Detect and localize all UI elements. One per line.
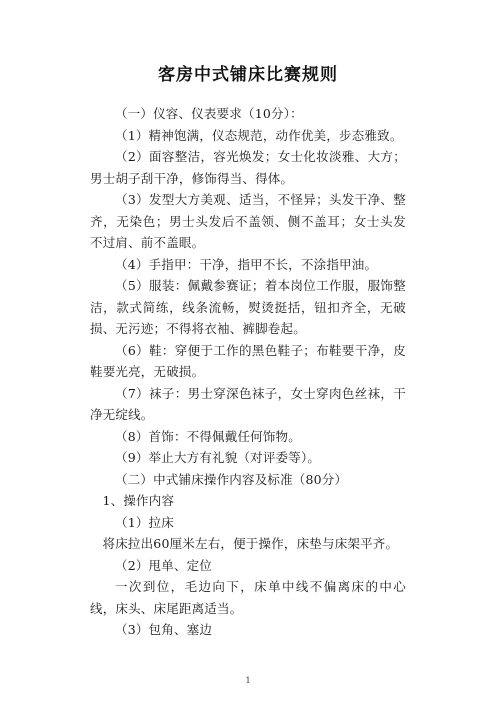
page-number: 1 [245, 676, 251, 685]
paragraph: （9）举止大方有礼貌（对评委等）。 [115, 450, 321, 465]
document-body [90, 103, 406, 641]
paragraph: （1）拉床 [115, 514, 174, 530]
paragraph: （二）中式铺床操作内容及标准（80分） [115, 471, 348, 487]
paragraph: （1）精神饱满，仪态规范，动作优美，步态雅致。 [115, 127, 403, 143]
paragraph: 1、操作内容 [102, 493, 175, 508]
paragraph: （3）发型大方美观、适当，不怪异；头发干净、整齐，无染色；男士头发后不盖领、侧不盖耳；女士头发不过肩、前不盖眼。 [90, 192, 406, 250]
paragraph: （7）袜子：男士穿深色袜子，女士穿肉色丝袜，干净无绽线。 [90, 385, 406, 422]
paragraph: （5）服装：佩戴参赛证；着本岗位工作服，服饰整洁，款式简练，线条流畅，熨烫挺括，钮扣齐全，无破损、无污迹；不得将衣袖、裤脚卷起。 [90, 278, 406, 336]
paragraph: （一）仪容、仪表要求（10分）： [115, 106, 303, 121]
paragraph: 将床拉出60厘米左右，便于操作，床垫与床架平齐。 [102, 536, 399, 551]
paragraph: （6）鞋：穿便于工作的黑色鞋子；布鞋要干净，皮鞋要光亮，无破损。 [90, 342, 406, 379]
paragraph: （4）手指甲：干净，指甲不长，不涂指甲油。 [115, 256, 378, 272]
document-title: 客房中式铺床比赛规则 [158, 65, 338, 85]
paragraph: （3）包角、塞边 [115, 622, 213, 637]
paragraph: （2）甩单、定位 [115, 557, 213, 573]
paragraph: 一次到位，毛边向下，床单中线不偏离床的中心线，床头、床尾距离适当。 [90, 579, 406, 616]
paragraph: （8）首饰：不得佩戴任何饰物。 [115, 428, 301, 444]
paragraph: （2）面容整洁，容光焕发；女士化妆淡雅、大方；男士胡子刮干净，修饰得当、得体。 [90, 149, 406, 186]
